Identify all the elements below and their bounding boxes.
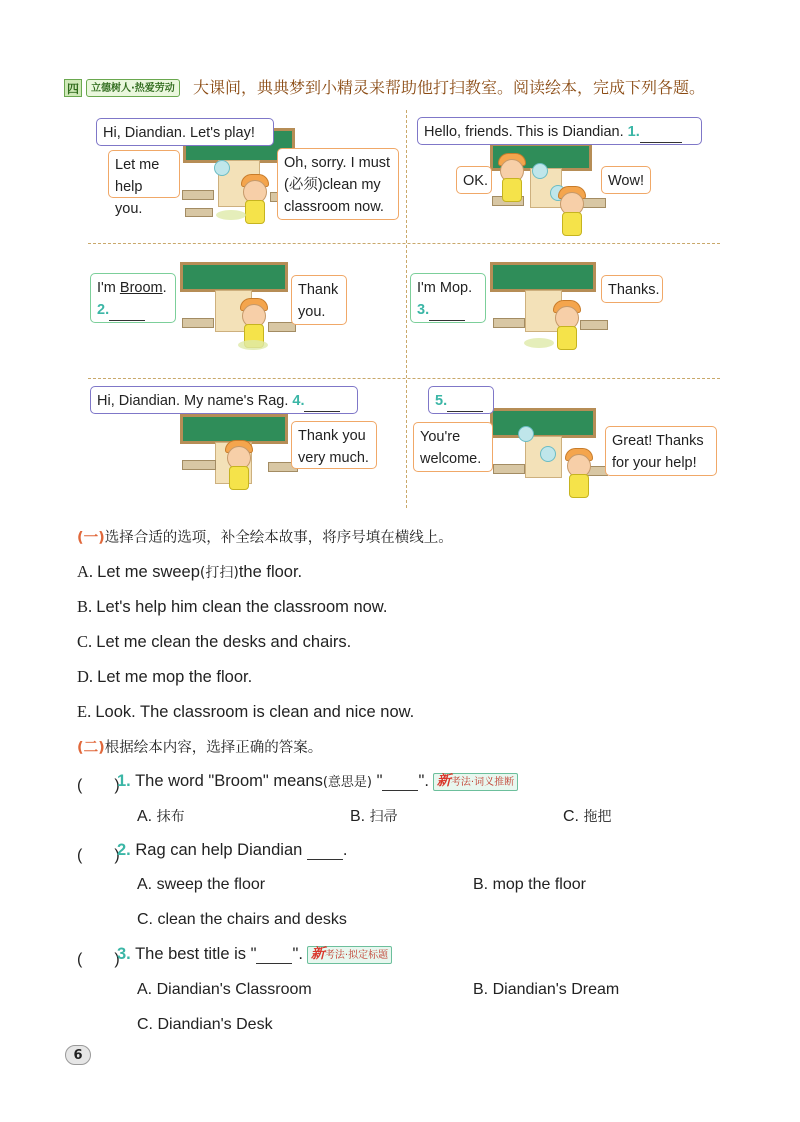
blank-number: 5.	[435, 393, 448, 409]
option-b: B. Let's help him clean the classroom now.	[77, 597, 388, 616]
q3-choice-b[interactable]: B. Diandian's Dream	[473, 981, 620, 998]
option-e: E. Look. The classroom is clean and nice now.	[77, 702, 415, 721]
kid-body	[245, 200, 265, 224]
speech-bubble: Thank you.	[291, 275, 347, 325]
question-2: 2. Rag can help Diandian .	[117, 841, 348, 859]
answer-paren[interactable]: ( )	[77, 847, 120, 864]
kid-body	[569, 474, 589, 498]
q3-choice-a[interactable]: A. Diandian's Classroom	[137, 981, 312, 998]
answer-blank[interactable]	[304, 395, 340, 412]
answer-blank[interactable]	[447, 395, 483, 412]
answer-paren[interactable]: ( )	[77, 777, 120, 794]
page-number: 6	[65, 1045, 91, 1065]
section-tag: 立德树人·热爱劳动	[86, 79, 180, 97]
kid-body	[229, 466, 249, 490]
q3-choice-c[interactable]: C. Diandian's Desk	[137, 1016, 273, 1033]
q2-choice-c[interactable]: C. clean the chairs and desks	[137, 911, 347, 928]
blank-number: 3.	[417, 302, 430, 318]
new-question-tag: 新考法·词义推断	[433, 773, 518, 791]
kid-body	[502, 178, 522, 202]
speech-bubble: I'm Broom. 2.	[90, 273, 176, 323]
blank-number: 1.	[627, 124, 640, 140]
desk	[182, 318, 214, 328]
q1-choice-c[interactable]: C. 拖把	[563, 808, 612, 825]
kid-body	[557, 326, 577, 350]
answer-blank[interactable]	[640, 126, 682, 143]
sprite-figure	[540, 446, 556, 462]
option-c: C. Let me clean the desks and chairs.	[77, 632, 352, 651]
floor-mess	[524, 338, 554, 348]
blackboard	[490, 408, 596, 438]
speech-bubble: I'm Mop. 3.	[410, 273, 486, 323]
speech-bubble: Hi, Diandian. Let's play!	[96, 118, 274, 146]
speech-bubble: Great! Thanks for your help!	[605, 426, 717, 476]
panel-divider-vertical	[406, 110, 407, 508]
new-question-tag: 新考法·拟定标题	[307, 946, 392, 964]
blank-number: 2.	[97, 302, 110, 318]
q2-choice-b[interactable]: B. mop the floor	[473, 876, 586, 893]
answer-blank[interactable]	[429, 304, 465, 321]
floor-mess	[216, 210, 246, 220]
q1-choice-b[interactable]: B. 扫帚	[350, 808, 398, 825]
answer-blank[interactable]	[109, 304, 145, 321]
sprite-figure	[518, 426, 534, 442]
speech-bubble: OK.	[456, 166, 492, 194]
desk	[580, 320, 608, 330]
sprite-figure	[532, 163, 548, 179]
desk	[493, 464, 525, 474]
question-1: 1. The word "Broom" means(意思是) " ". 新考法·词义推断	[117, 771, 518, 791]
desk	[182, 190, 214, 200]
panel-divider-horizontal-2	[88, 378, 720, 379]
section-number: 四	[64, 79, 82, 97]
option-d: D. Let me mop the floor.	[77, 667, 253, 686]
part2-heading: (二)根据绘本内容，选择正确的答案。	[77, 740, 323, 756]
answer-paren[interactable]: ( )	[77, 951, 120, 968]
speech-bubble: Oh, sorry. I must (必须)clean my classroom now.	[277, 148, 399, 220]
desk	[182, 460, 216, 470]
answer-blank[interactable]	[256, 947, 292, 964]
speech-bubble: Hello, friends. This is Diandian. 1.	[417, 117, 702, 145]
blackboard	[490, 262, 596, 292]
answer-blank[interactable]	[307, 843, 343, 860]
speech-bubble: Thanks.	[601, 275, 663, 303]
question-3: 3. The best title is " ". 新考法·拟定标题	[117, 945, 392, 964]
speech-bubble: Let me help you.	[108, 150, 180, 198]
speech-bubble: Thank you very much.	[291, 421, 377, 469]
speech-bubble: Hi, Diandian. My name's Rag. 4.	[90, 386, 358, 414]
section-instruction: 大课间，典典梦到小精灵来帮助他打扫教室。阅读绘本，完成下列各题。	[193, 78, 706, 97]
answer-blank[interactable]	[382, 774, 418, 791]
speech-bubble: Wow!	[601, 166, 651, 194]
q2-choice-a[interactable]: A. sweep the floor	[137, 876, 266, 893]
desk	[185, 208, 213, 217]
kid-body	[562, 212, 582, 236]
desk	[493, 318, 525, 328]
option-a: A. Let me sweep(打扫)the floor.	[77, 562, 303, 581]
sprite-figure	[214, 160, 230, 176]
q1-choice-a[interactable]: A. 抹布	[137, 808, 185, 825]
speech-bubble	[428, 386, 494, 414]
blackboard	[180, 262, 288, 292]
part1-heading: (一)选择合适的选项，补全绘本故事，将序号填在横线上。	[77, 530, 453, 546]
speech-bubble: You're welcome.	[413, 422, 493, 472]
panel-divider-horizontal-1	[88, 243, 720, 244]
floor-mess	[238, 340, 268, 350]
blank-number: 4.	[292, 393, 305, 409]
